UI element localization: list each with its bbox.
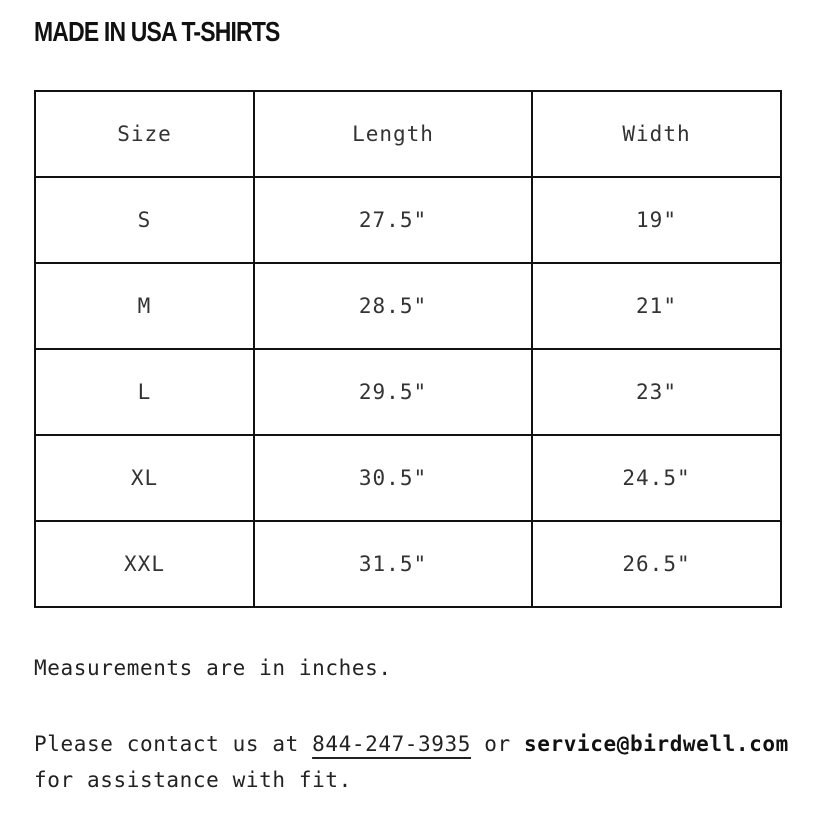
- column-header-size: Size: [35, 91, 254, 177]
- table-row: [35, 177, 781, 263]
- size-cell: M: [35, 263, 254, 349]
- column-header-length: Length: [254, 91, 532, 177]
- width-cell: 21": [532, 263, 781, 349]
- length-cell: 29.5": [254, 349, 532, 435]
- measurement-note: Measurements are in inches.: [34, 656, 392, 680]
- table-row: [35, 263, 781, 349]
- contact-prefix-text: Please contact us at: [34, 732, 313, 756]
- email-address[interactable]: service@birdwell.com: [524, 732, 789, 756]
- length-cell: 31.5": [254, 521, 532, 607]
- table-row: [35, 349, 781, 435]
- table-header-row: [35, 91, 781, 177]
- size-cell: L: [35, 349, 254, 435]
- size-cell: XXL: [35, 521, 254, 607]
- table-row: [35, 435, 781, 521]
- contact-middle-text: or: [471, 732, 525, 756]
- width-cell: 19": [532, 177, 781, 263]
- table-row: [35, 521, 781, 607]
- width-cell: 24.5": [532, 435, 781, 521]
- contact-suffix-text: for assistance with fit.: [34, 768, 352, 792]
- length-cell: 27.5": [254, 177, 532, 263]
- size-cell: S: [35, 177, 254, 263]
- phone-link[interactable]: 844-247-3935: [312, 732, 472, 756]
- length-cell: 28.5": [254, 263, 532, 349]
- column-header-width: Width: [532, 91, 781, 177]
- width-cell: 26.5": [532, 521, 781, 607]
- width-cell: 23": [532, 349, 781, 435]
- length-cell: 30.5": [254, 435, 532, 521]
- page-title: MADE IN USA T-SHIRTS: [34, 16, 280, 47]
- size-cell: XL: [35, 435, 254, 521]
- contact-paragraph: [34, 726, 794, 798]
- size-chart-table: [34, 90, 782, 608]
